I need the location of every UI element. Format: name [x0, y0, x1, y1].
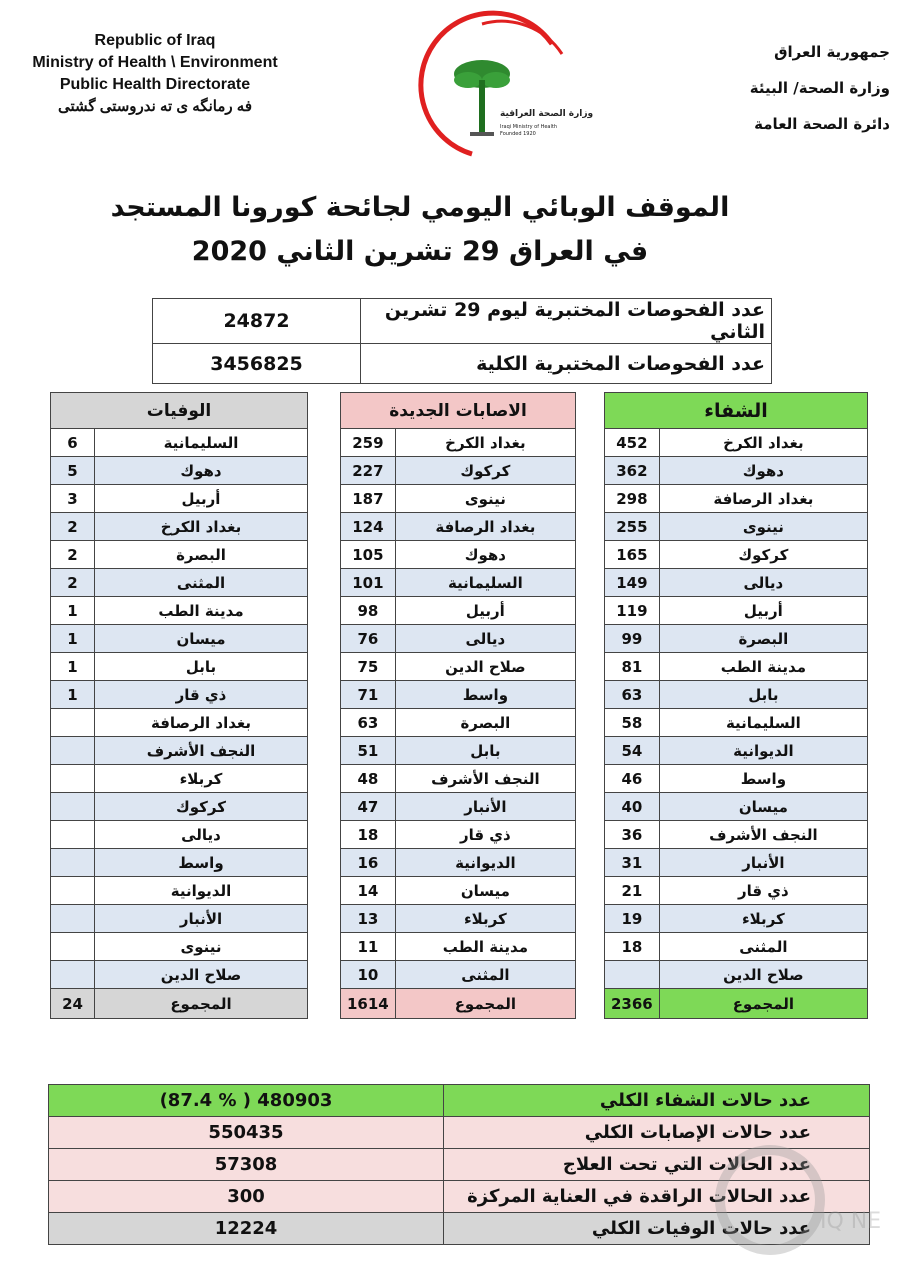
- table-row: [341, 569, 576, 597]
- table-row: [341, 877, 576, 905]
- row-place: واسط: [395, 681, 575, 709]
- row-count: 119: [605, 597, 660, 625]
- row-place: واسط: [95, 849, 308, 877]
- row-count: [51, 849, 95, 877]
- row-place: ميسان: [95, 625, 308, 653]
- header-english: [10, 30, 300, 118]
- row-place: كركوك: [95, 793, 308, 821]
- total-value: 2366: [605, 989, 660, 1019]
- row-count: [51, 961, 95, 989]
- table-row: [605, 625, 868, 653]
- row-place: دهوك: [395, 541, 575, 569]
- table-row: [605, 569, 868, 597]
- total-tests-value: 3456825: [153, 344, 361, 384]
- table-row: [605, 485, 868, 513]
- row-count: [51, 933, 95, 961]
- table-row: [341, 513, 576, 541]
- summary-value: 57308: [49, 1149, 444, 1181]
- summary-value: 300: [49, 1181, 444, 1213]
- row-place: النجف الأشرف: [659, 821, 867, 849]
- table-row: [51, 961, 308, 989]
- row-place: السليمانية: [395, 569, 575, 597]
- summary-value: 12224: [49, 1213, 444, 1245]
- total-value: 1614: [341, 989, 396, 1019]
- row-place: دهوك: [95, 457, 308, 485]
- report-title: الموقف الوبائي اليومي لجائحة كورونا المستجد: [110, 192, 730, 223]
- row-count: [51, 737, 95, 765]
- table-row: [605, 961, 868, 989]
- column-title: الوفيات: [51, 393, 308, 429]
- new-cases-table: [340, 392, 576, 1019]
- row-place: كركوك: [395, 457, 575, 485]
- header-right-line: دائرة الصحة العامة: [754, 115, 890, 133]
- row-count: 75: [341, 653, 396, 681]
- row-place: بغداد الكرخ: [395, 429, 575, 457]
- row-count: [51, 793, 95, 821]
- row-count: 187: [341, 485, 396, 513]
- deaths-table: [50, 392, 308, 1019]
- row-count: 48: [341, 765, 396, 793]
- report-date: في العراق 29 تشرين الثاني 2020: [191, 236, 649, 267]
- header-left-line: Republic of Iraq: [94, 32, 216, 49]
- palm-tree-emblem-icon: [412, 14, 594, 164]
- table-row: [341, 961, 576, 989]
- table-row: [605, 849, 868, 877]
- table-row: [341, 765, 576, 793]
- row-place: بابل: [395, 737, 575, 765]
- row-place: ذي قار: [95, 681, 308, 709]
- row-count: 1: [51, 653, 95, 681]
- table-row: [51, 905, 308, 933]
- row-place: نينوى: [95, 933, 308, 961]
- table-row: [605, 737, 868, 765]
- row-place: السليمانية: [659, 709, 867, 737]
- total-value: 24: [51, 989, 95, 1019]
- row-place: المثنى: [395, 961, 575, 989]
- row-count: 1: [51, 681, 95, 709]
- row-count: 149: [605, 569, 660, 597]
- table-header-row: [51, 393, 308, 429]
- table-row: [605, 877, 868, 905]
- row-count: 31: [605, 849, 660, 877]
- row-place: كربلاء: [395, 905, 575, 933]
- row-place: الأنبار: [395, 793, 575, 821]
- row-place: ذي قار: [395, 821, 575, 849]
- table-row: [341, 681, 576, 709]
- table-row: [605, 597, 868, 625]
- table-row: [605, 653, 868, 681]
- table-row: [605, 513, 868, 541]
- table-row: [605, 905, 868, 933]
- total-row: [341, 989, 576, 1019]
- table-row: [605, 429, 868, 457]
- table-row: [341, 933, 576, 961]
- row-place: نينوى: [659, 513, 867, 541]
- row-place: بغداد الكرخ: [659, 429, 867, 457]
- table-row: [605, 681, 868, 709]
- row-place: النجف الأشرف: [95, 737, 308, 765]
- row-count: 2: [51, 569, 95, 597]
- row-place: دهوك: [659, 457, 867, 485]
- row-place: المثنى: [95, 569, 308, 597]
- table-row: [153, 299, 772, 344]
- header-left-line: Ministry of Health \ Environment: [32, 54, 278, 71]
- row-place: بغداد الرصافة: [659, 485, 867, 513]
- table-row: [51, 625, 308, 653]
- row-count: 98: [341, 597, 396, 625]
- table-row: [341, 709, 576, 737]
- row-count: 255: [605, 513, 660, 541]
- table-row: [605, 793, 868, 821]
- row-place: أربيل: [395, 597, 575, 625]
- ministry-logo: [412, 14, 594, 164]
- row-place: السليمانية: [95, 429, 308, 457]
- row-count: 5: [51, 457, 95, 485]
- row-place: مدينة الطب: [395, 933, 575, 961]
- table-row: [605, 765, 868, 793]
- row-count: [51, 709, 95, 737]
- iq-news-watermark-icon: [700, 1130, 880, 1260]
- column-title: الاصابات الجديدة: [341, 393, 576, 429]
- row-place: مدينة الطب: [95, 597, 308, 625]
- row-place: أربيل: [95, 485, 308, 513]
- table-header-row: [341, 393, 576, 429]
- summary-label: عدد حالات الشفاء الكلي: [444, 1085, 870, 1117]
- table-row: [51, 457, 308, 485]
- row-count: 46: [605, 765, 660, 793]
- summary-label: عدد الحالات التي تحت العلاج: [444, 1149, 870, 1181]
- row-place: واسط: [659, 765, 867, 793]
- row-place: نينوى: [395, 485, 575, 513]
- row-place: صلاح الدين: [95, 961, 308, 989]
- row-count: 10: [341, 961, 396, 989]
- row-place: كربلاء: [95, 765, 308, 793]
- row-count: 11: [341, 933, 396, 961]
- svg-text:IQ NE: IQ NE: [820, 1209, 882, 1234]
- row-place: النجف الأشرف: [395, 765, 575, 793]
- row-place: بابل: [659, 681, 867, 709]
- row-count: 165: [605, 541, 660, 569]
- row-count: [51, 821, 95, 849]
- summary-row: [49, 1085, 870, 1117]
- row-count: [51, 877, 95, 905]
- row-place: بغداد الرصافة: [95, 709, 308, 737]
- row-place: بغداد الرصافة: [395, 513, 575, 541]
- row-count: 36: [605, 821, 660, 849]
- table-row: [341, 457, 576, 485]
- row-count: 54: [605, 737, 660, 765]
- row-count: 16: [341, 849, 396, 877]
- total-label: المجموع: [659, 989, 867, 1019]
- table-row: [341, 485, 576, 513]
- row-count: 3: [51, 485, 95, 513]
- row-count: [605, 961, 660, 989]
- table-row: [51, 681, 308, 709]
- summary-value: 480903 ( % 87.4): [49, 1085, 444, 1117]
- row-place: بغداد الكرخ: [95, 513, 308, 541]
- table-row: [51, 429, 308, 457]
- table-row: [51, 653, 308, 681]
- row-place: البصرة: [95, 541, 308, 569]
- row-place: ديالى: [95, 821, 308, 849]
- row-count: 51: [341, 737, 396, 765]
- total-tests-label: عدد الفحوصات المختبرية الكلية: [361, 344, 772, 384]
- table-row: [51, 597, 308, 625]
- row-count: 47: [341, 793, 396, 821]
- row-place: ميسان: [395, 877, 575, 905]
- row-place: الديوانية: [95, 877, 308, 905]
- table-row: [341, 737, 576, 765]
- table-row: [51, 933, 308, 961]
- row-count: 19: [605, 905, 660, 933]
- logo-text-ar: وزارة الصحة العراقية: [500, 109, 594, 119]
- row-place: ديالى: [659, 569, 867, 597]
- table-row: [341, 625, 576, 653]
- table-row: [341, 653, 576, 681]
- row-count: 63: [605, 681, 660, 709]
- table-row: [51, 877, 308, 905]
- row-count: 1: [51, 597, 95, 625]
- row-count: 101: [341, 569, 396, 597]
- row-count: 298: [605, 485, 660, 513]
- table-row: [51, 821, 308, 849]
- table-row: [51, 485, 308, 513]
- row-count: 21: [605, 877, 660, 905]
- header-left-line: Public Health Directorate: [59, 76, 251, 93]
- header-left-line: فه رمانگه ی ته ندروستی گشتی: [57, 98, 253, 115]
- summary-label: عدد حالات الإصابات الكلي: [444, 1117, 870, 1149]
- total-row: [605, 989, 868, 1019]
- row-place: بابل: [95, 653, 308, 681]
- row-count: 76: [341, 625, 396, 653]
- row-count: 6: [51, 429, 95, 457]
- row-count: 259: [341, 429, 396, 457]
- row-place: الديوانية: [659, 737, 867, 765]
- row-count: 99: [605, 625, 660, 653]
- table-row: [51, 737, 308, 765]
- logo-text-en: Iraqi Ministry of Health: [500, 124, 558, 130]
- total-row: [51, 989, 308, 1019]
- row-count: 2: [51, 513, 95, 541]
- summary-label: عدد حالات الوفيات الكلي: [444, 1213, 870, 1245]
- row-count: 452: [605, 429, 660, 457]
- recoveries-table: [604, 392, 868, 1019]
- row-count: 1: [51, 625, 95, 653]
- daily-tests-value: 24872: [153, 299, 361, 344]
- row-count: 58: [605, 709, 660, 737]
- row-place: مدينة الطب: [659, 653, 867, 681]
- row-place: الأنبار: [659, 849, 867, 877]
- table-row: [605, 821, 868, 849]
- table-row: [605, 933, 868, 961]
- row-count: 81: [605, 653, 660, 681]
- total-label: المجموع: [95, 989, 308, 1019]
- row-place: ذي قار: [659, 877, 867, 905]
- row-place: صلاح الدين: [659, 961, 867, 989]
- table-row: [51, 793, 308, 821]
- row-count: 18: [341, 821, 396, 849]
- row-place: الأنبار: [95, 905, 308, 933]
- table-row: [341, 429, 576, 457]
- table-row: [341, 905, 576, 933]
- row-place: المثنى: [659, 933, 867, 961]
- row-count: [51, 765, 95, 793]
- table-row: [341, 793, 576, 821]
- row-count: 2: [51, 541, 95, 569]
- summary-label: عدد الحالات الراقدة في العناية المركزة: [444, 1181, 870, 1213]
- row-count: 14: [341, 877, 396, 905]
- row-count: 40: [605, 793, 660, 821]
- table-row: [341, 597, 576, 625]
- table-row: [605, 709, 868, 737]
- row-count: 18: [605, 933, 660, 961]
- column-title: الشفاء: [605, 393, 868, 429]
- table-row: [341, 541, 576, 569]
- row-place: ديالى: [395, 625, 575, 653]
- table-row: [153, 344, 772, 384]
- row-place: كربلاء: [659, 905, 867, 933]
- row-count: 105: [341, 541, 396, 569]
- row-place: البصرة: [395, 709, 575, 737]
- header-right-line: جمهورية العراق: [774, 43, 890, 61]
- row-count: [51, 905, 95, 933]
- row-count: 227: [341, 457, 396, 485]
- row-place: ميسان: [659, 793, 867, 821]
- total-label: المجموع: [395, 989, 575, 1019]
- summary-value: 550435: [49, 1117, 444, 1149]
- row-count: 63: [341, 709, 396, 737]
- table-row: [51, 765, 308, 793]
- row-place: البصرة: [659, 625, 867, 653]
- header-right-line: وزارة الصحة/ البيئة: [749, 79, 890, 97]
- table-row: [51, 541, 308, 569]
- row-place: كركوك: [659, 541, 867, 569]
- table-row: [341, 849, 576, 877]
- table-row: [51, 849, 308, 877]
- table-row: [51, 709, 308, 737]
- table-row: [605, 541, 868, 569]
- row-count: 13: [341, 905, 396, 933]
- logo-text-founded: Founded 1920: [500, 131, 536, 137]
- row-count: 362: [605, 457, 660, 485]
- row-count: 71: [341, 681, 396, 709]
- header-arabic: [690, 34, 890, 142]
- row-place: صلاح الدين: [395, 653, 575, 681]
- row-place: الديوانية: [395, 849, 575, 877]
- table-row: [51, 569, 308, 597]
- table-row: [605, 457, 868, 485]
- row-count: 124: [341, 513, 396, 541]
- lab-tests-table: [152, 298, 772, 384]
- daily-tests-label: عدد الفحوصات المختبرية ليوم 29 تشرين الثاني: [361, 299, 772, 344]
- row-place: أربيل: [659, 597, 867, 625]
- table-row: [341, 821, 576, 849]
- table-header-row: [605, 393, 868, 429]
- table-row: [51, 513, 308, 541]
